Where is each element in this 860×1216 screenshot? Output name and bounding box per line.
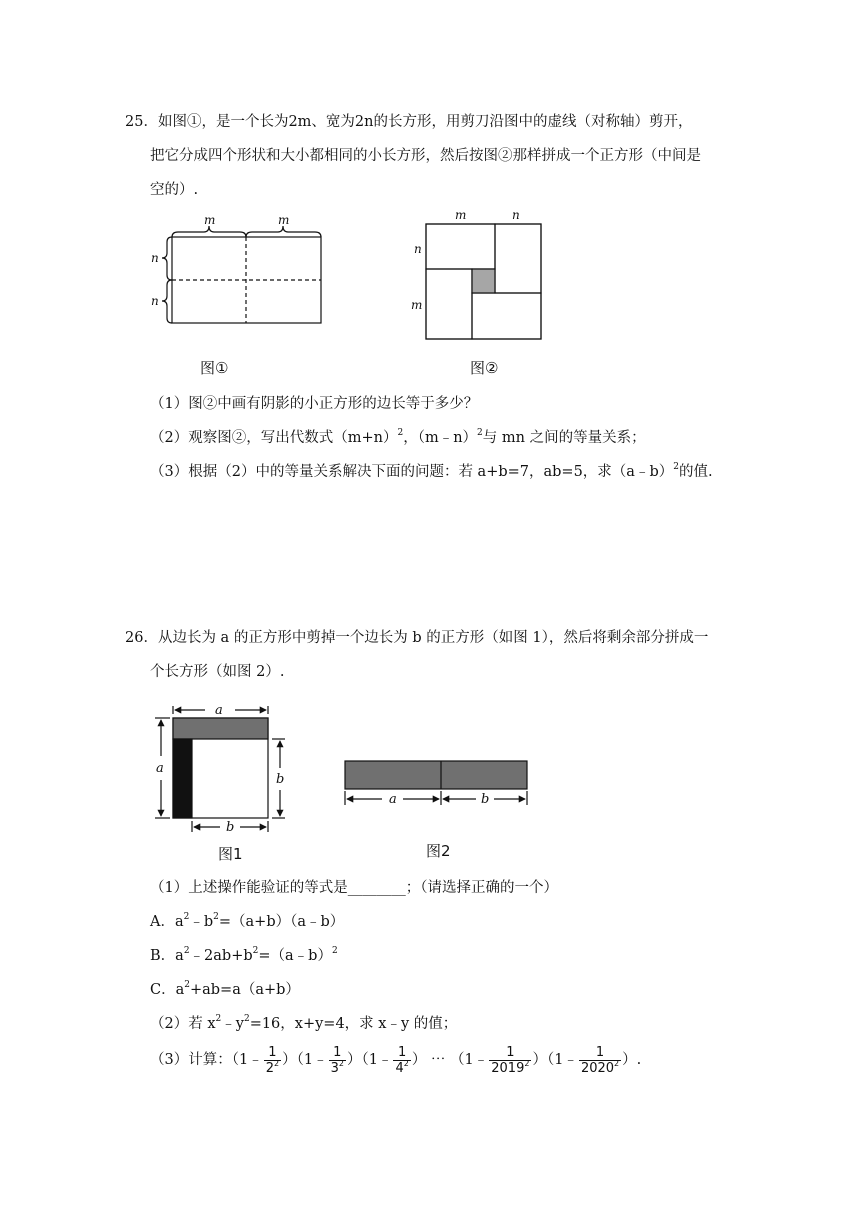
q26-fig1-label-b-bottom: b [226,820,235,835]
q26-part3-frac-4 [393,1045,410,1076]
q26-frac-den-exp: 2 [524,1058,530,1068]
q26-part3-open-4: （1﹣ [450,1052,489,1068]
q25-part2-text-a: （2）观察图②，写出代数式（m+n） [150,430,398,446]
q25-fig2-shaded-square [472,269,495,293]
q26-optA-exp2: 2 [213,912,219,922]
q25-stem-line2: 把它分成四个形状和大小都相同的小长方形，然后按图②那样拼成一个正方形（中间是 [150,148,701,164]
q26-frac-num: 1 [579,1045,621,1061]
q26-fig1-label-a-left: a [156,761,164,776]
q26-frac-den [579,1058,621,1076]
q26-frac-den-exp: 2 [338,1058,344,1068]
q26-part3-close-5: ） [622,1052,637,1068]
q26-optB-text-c: =（a﹣b） [258,948,332,964]
q25-part1: （1）图②中画有阴影的小正方形的边长等于多少？ [150,396,479,412]
q26-optB-exp1: 2 [183,946,190,956]
q26-figure2 [345,761,527,805]
q25-fig1-brace-left-top [162,237,172,280]
q26-frac-num: 1 [393,1045,410,1061]
q25-part2-text-b: ，（m﹣n） [403,430,478,446]
q26-optA-exp1: 2 [183,912,190,922]
q26-optB-exp2: 2 [252,946,259,956]
q26-frac-den-base: 2019 [491,1060,525,1076]
q25-part3-text-a: （3）根据（2）中的等量关系解决下面的问题：若 a+b=7，ab=5，求（a﹣b） [150,464,674,480]
q25-fig2-rect-top [426,224,495,269]
q25-part3-text-b: 的值. [678,464,713,480]
q26-optA-text-b: ﹣b [189,914,214,930]
q26-part3-frac-2020 [579,1045,621,1076]
q26-part3-frac-2019 [489,1045,531,1076]
q26-part1: （1）上述操作能验证的等式是________；（请选择正确的一个） [150,880,558,896]
q25-fig1-label-n1: n [151,251,159,265]
q26-optB-exp3: 2 [331,946,338,956]
q26-part3-frac-2 [264,1045,281,1076]
q25-fig1-brace-top-right [246,226,321,237]
q25-fig1-caption: 图① [200,359,229,377]
q26-frac-den [489,1058,531,1076]
q26-stem-line2: 个长方形（如图 2）. [150,664,285,680]
q25-figure2 [426,224,541,339]
q26-part2-text-b: ﹣y [221,1016,244,1032]
q25-figure1 [162,226,321,323]
q26-frac-den [393,1058,410,1076]
q25-fig1-label-m2: m [278,213,290,227]
q25-fig1-label-n2: n [151,294,159,308]
q26-fig1-label-b-right: b [276,772,285,787]
q25-fig1-brace-top-left [172,226,246,237]
q26-fig1-top-strip [173,718,268,739]
q25-part3 [150,462,713,482]
q26-fig1-left-strip [173,739,192,818]
q26-part2-text-c: =16，x+y=4，求 x﹣y 的值； [249,1016,458,1032]
q25-fig1-label-m1: m [204,213,216,227]
q26-frac-den-exp: 2 [614,1058,620,1068]
q26-option-b [150,946,338,966]
q25-stem-line1: 25．如图①，是一个长为2m、宽为2n的长方形，用剪刀沿图中的虚线（对称轴）剪开， [125,114,693,130]
q26-frac-den [264,1058,281,1076]
q26-optA-text-a: A．a [150,914,184,930]
q25-fig2-rect-bottom [472,293,541,339]
q26-frac-den-base: 4 [395,1060,404,1076]
q26-part3-open-5: （1﹣ [546,1052,578,1068]
q26-option-c [150,980,300,1000]
q26-optB-text-b: ﹣2ab+b [189,948,253,964]
q25-fig2-label-n: n [512,208,520,222]
q26-frac-den-base: 3 [330,1060,339,1076]
q26-optC-exp: 2 [184,980,190,990]
q26-part3-end: . [636,1052,642,1068]
q25-fig2-caption: 图② [470,359,499,377]
q26-stem-line1: 26．从边长为 a 的正方形中剪掉一个边长为 b 的正方形（如图 1），然后将剩余部分拼成一 [125,630,709,646]
q26-fig2-label-b: b [481,792,490,807]
q26-part3-close-1: ） [282,1052,297,1068]
q26-part2-text-a: （2）若 x [150,1016,216,1032]
q26-frac-den-exp: 2 [274,1058,280,1068]
q25-fig2-rect-left [426,269,472,339]
q25-fig2-label-m: m [455,208,467,222]
q26-part3-close-4: ） [532,1052,547,1068]
q26-part3-open-3: （1﹣ [361,1052,393,1068]
q25-part2-exp1: 2 [397,428,404,438]
q26-part2-exp1: 2 [215,1014,222,1024]
q26-part2-exp2: 2 [243,1014,250,1024]
q26-frac-num: 1 [329,1045,346,1061]
q25-fig1-brace-left-bottom [162,280,172,323]
q25-fig2-rect-right [495,224,541,293]
q26-part3-close-3: ） [411,1052,427,1068]
q26-part3-close-2: ） [346,1052,362,1068]
q25-stem-line3: 空的）. [150,182,199,198]
q26-part3-open-2: （1﹣ [296,1052,328,1068]
q26-frac-num: 1 [489,1045,531,1061]
q26-fig2-caption: 图2 [426,842,451,860]
q25-part2-text-c: 与 mn 之间的等量关系； [482,430,646,446]
q25-part2-exp2: 2 [477,428,483,438]
q26-part3-frac-3 [329,1045,346,1076]
q26-part3-dots: ⋯ [426,1052,451,1068]
q25-fig2-label-m-left: m [411,298,423,312]
q26-optC-text-b: +ab=a（a+b） [189,982,300,998]
q25-part2 [150,428,646,448]
q26-frac-den-exp: 2 [403,1058,409,1068]
q26-part3-prefix: （3）计算： [150,1052,232,1068]
q26-frac-den-base: 2 [265,1060,274,1076]
q26-fig1-caption: 图1 [218,845,243,863]
q26-fig2-rect [345,761,527,789]
q26-part2 [150,1014,457,1034]
q26-option-a [150,912,344,932]
q26-optB-text-a: B．a [150,948,184,964]
q26-part3-open-1: （1﹣ [231,1052,263,1068]
q26-fig2-label-a: a [389,792,397,807]
q25-part3-exp: 2 [673,462,679,472]
q26-part3 [150,1042,641,1078]
q26-optC-text-a: C．a [150,982,185,998]
q26-frac-den-base: 2020 [580,1060,615,1076]
q26-figure1 [155,706,285,832]
q25-fig2-label-n-left: n [414,242,422,256]
q26-optA-text-c: =（a+b）（a﹣b） [218,914,345,930]
q26-frac-num: 1 [264,1045,281,1061]
q26-fig1-label-a-top: a [215,703,223,718]
q26-frac-den [329,1058,346,1076]
